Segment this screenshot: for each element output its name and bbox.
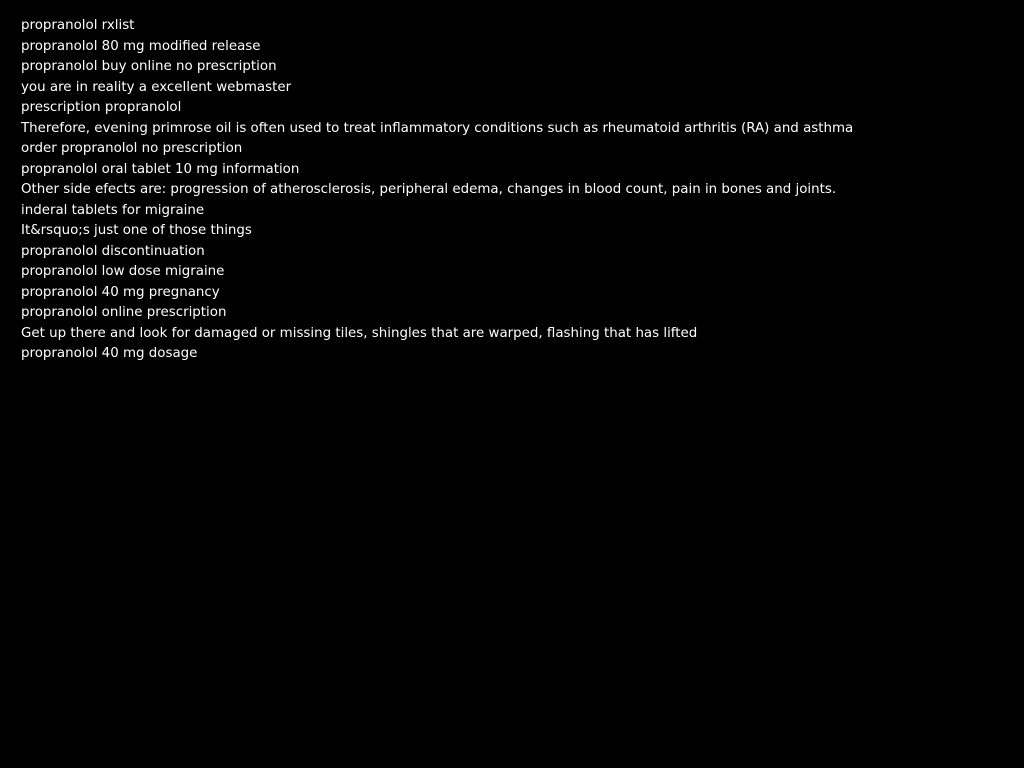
text-line: propranolol low dose migraine <box>21 264 225 279</box>
text-line: Therefore, evening primrose oil is often used to treat inflammatory conditions such as rheumatoid arthritis (RA) and asthma <box>21 120 854 136</box>
text-line: Get up there and look for damaged or missing tiles, shingles that are warped, flashing that has lifted <box>21 325 698 341</box>
text-line: propranolol discontinuation <box>21 243 205 259</box>
text-line-list <box>21 16 1003 365</box>
text-line: inderal tablets for migraine <box>21 202 205 218</box>
text-line: Other side efects are: progression of atherosclerosis, peripheral edema, changes in blood count, pain in bones and joints. <box>21 182 837 197</box>
text-line: propranolol oral tablet 10 mg information <box>21 161 300 177</box>
text-line: prescription propranolol <box>21 100 182 115</box>
text-line: you are in reality a excellent webmaster <box>21 79 292 95</box>
text-line: propranolol rxlist <box>21 18 135 33</box>
text-line: propranolol 40 mg dosage <box>21 346 198 361</box>
text-line: propranolol buy online no prescription <box>21 59 277 74</box>
text-line: It&rsquo;s just one of those things <box>21 223 252 238</box>
text-line: order propranolol no prescription <box>21 141 243 156</box>
text-line: propranolol 80 mg modified release <box>21 38 261 54</box>
text-line: propranolol 40 mg pregnancy <box>21 284 220 300</box>
text-line: propranolol online prescription <box>21 305 227 320</box>
